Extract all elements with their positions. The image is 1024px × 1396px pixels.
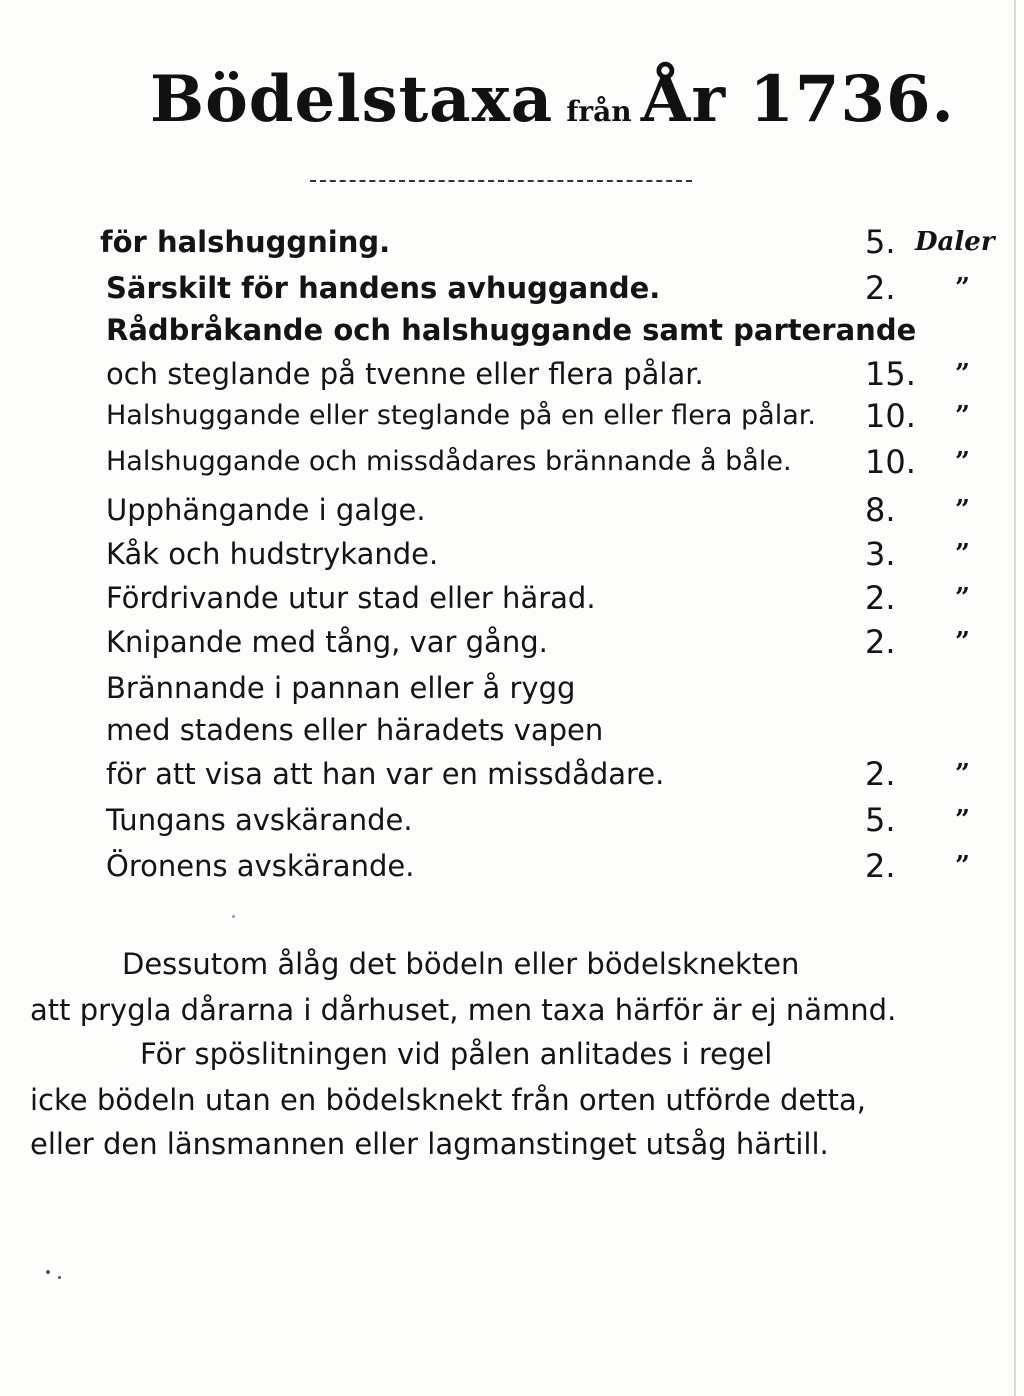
ink-speck — [232, 915, 235, 918]
fee-amount: 10. — [865, 443, 916, 481]
fee-unit: ” — [955, 359, 970, 389]
fee-row — [0, 442, 1024, 486]
fee-label: Fördrivande utur stad eller härad. — [106, 581, 596, 615]
fee-label: för att visa att han var en missdådare. — [106, 757, 665, 791]
fee-label: Tungans avskärande. — [106, 803, 413, 837]
fee-row — [0, 668, 1024, 712]
fee-amount: 2. — [865, 847, 896, 885]
document-title — [150, 62, 955, 172]
footer-line: Dessutom ålåg det bödeln eller bödelsknekten — [122, 947, 800, 981]
fee-row — [0, 490, 1024, 534]
fee-row — [0, 800, 1024, 844]
fee-amount: 5. — [865, 801, 896, 839]
fee-row — [0, 578, 1024, 622]
fee-unit: ” — [955, 851, 970, 881]
fee-row — [0, 622, 1024, 666]
fee-label: Knipande med tång, var gång. — [106, 625, 548, 659]
fee-unit: ” — [955, 273, 970, 303]
fee-label: Kåk och hudstrykande. — [106, 537, 439, 571]
fee-unit: ” — [955, 805, 970, 835]
fee-label: Öronens avskärande. — [106, 849, 415, 883]
fee-unit: ” — [955, 627, 970, 657]
fee-label: för halshuggning. — [100, 225, 391, 259]
fee-amount: 2. — [865, 579, 896, 617]
fee-unit: ” — [955, 401, 970, 431]
fee-label: Särskilt för handens avhuggande. — [106, 271, 661, 305]
footer-line: För spöslitningen vid pålen anlitades i regel — [140, 1037, 773, 1071]
title-year: År 1736. — [640, 62, 955, 137]
fee-unit: Daler — [915, 227, 995, 257]
footer-line: icke bödeln utan en bödelsknekt från orten utförde detta, — [30, 1083, 866, 1117]
fee-label: Halshuggande och missdådares brännande å båle. — [106, 446, 792, 477]
title-main: Bödelstaxa — [150, 62, 554, 137]
fee-amount: 15. — [865, 355, 916, 393]
fee-row — [0, 396, 1024, 440]
fee-label: Halshuggande eller steglande på en eller flera pålar. — [106, 400, 816, 431]
fee-amount: 2. — [865, 623, 896, 661]
fee-label: Brännande i pannan eller å rygg — [106, 671, 576, 705]
footer-line: att prygla dårarna i dårhuset, men taxa härför är ej nämnd. — [30, 993, 897, 1027]
fee-unit: ” — [955, 539, 970, 569]
fee-amount: 2. — [865, 269, 896, 307]
fee-row — [0, 354, 1024, 398]
fee-unit: ” — [955, 583, 970, 613]
fee-row — [0, 710, 1024, 754]
ink-speck — [46, 1270, 50, 1274]
fee-row — [0, 310, 1024, 354]
fee-amount: 8. — [865, 491, 896, 529]
fee-amount: 3. — [865, 535, 896, 573]
fee-row — [0, 222, 1024, 266]
fee-label: med stadens eller häradets vapen — [106, 713, 604, 747]
fee-row — [0, 268, 1024, 312]
fee-amount: 5. — [865, 223, 896, 261]
title-from: från — [566, 95, 632, 128]
fee-amount: 2. — [865, 755, 896, 793]
fee-row — [0, 534, 1024, 578]
ink-speck — [58, 1276, 61, 1279]
fee-label: och steglande på tvenne eller flera pålar. — [106, 357, 704, 391]
fee-label: Rådbråkande och halshuggande samt parterande — [106, 313, 917, 347]
fee-row — [0, 846, 1024, 890]
fee-label: Upphängande i galge. — [106, 493, 426, 527]
fee-row — [0, 754, 1024, 798]
footer-line: eller den länsmannen eller lagmanstinget utsåg härtill. — [30, 1127, 829, 1161]
fee-unit: ” — [955, 447, 970, 477]
title-divider — [310, 180, 692, 182]
fee-unit: ” — [955, 495, 970, 525]
fee-amount: 10. — [865, 397, 916, 435]
fee-unit: ” — [955, 759, 970, 789]
